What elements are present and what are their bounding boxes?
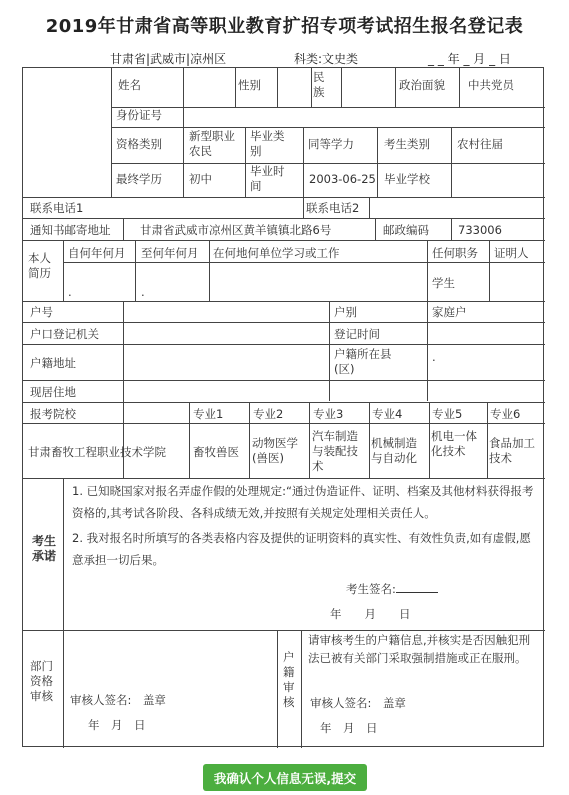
resume-where-label: 在何地何单位学习或工作 bbox=[213, 246, 340, 260]
date-blank-text: _ _ 年 _ 月 _ 日 bbox=[428, 52, 511, 66]
political-label: 政治面貌 bbox=[399, 78, 445, 92]
resume-from-label: 自何年何月 bbox=[68, 246, 126, 260]
name-label: 姓名 bbox=[118, 78, 141, 92]
grad-time-label: 毕业时间 bbox=[250, 164, 285, 193]
school-label: 毕业学校 bbox=[384, 172, 430, 186]
major-value-3: 汽车制造与装配技术 bbox=[312, 429, 358, 473]
resume-dot-1: . bbox=[68, 285, 72, 299]
gender-label: 性别 bbox=[238, 78, 261, 92]
pledge-text-1: 1. 已知晓国家对报名弄虚作假的处理规定:“通过伪造证件、证明、档案及其他材料获得报考资格的,其考试各阶段、各科成绩无效,并按照有关规定处理相关责任人。 bbox=[72, 484, 534, 520]
grad-time-value: 2003-06-25 bbox=[309, 172, 376, 186]
dept-review-date: 年 月 日 bbox=[88, 718, 146, 732]
resume-dot-2: . bbox=[141, 285, 145, 299]
hukou-review-text: 请审核考生的户籍信息,并核实是否因触犯刑法已被有关部门采取强制措施或正在服刑。 bbox=[308, 633, 531, 665]
addr-label: 户籍地址 bbox=[30, 356, 76, 370]
edu-value: 初中 bbox=[189, 172, 212, 186]
pledge-sign-area bbox=[346, 580, 438, 597]
examinee-type-value: 农村往届 bbox=[457, 137, 503, 151]
pledge-label: 考生承诺 bbox=[32, 534, 57, 563]
pledge-date: 年 月 日 bbox=[330, 607, 411, 621]
grad-type-value: 同等学力 bbox=[308, 137, 354, 151]
grad-type-label: 毕业类别 bbox=[250, 129, 285, 158]
edu-label: 最终学历 bbox=[116, 172, 162, 186]
dept-reviewer-label: 审核人签名: 盖章 bbox=[70, 693, 166, 707]
hukou-review-date: 年 月 日 bbox=[320, 721, 378, 735]
postcode-value: 733006 bbox=[458, 223, 502, 237]
qual-value: 新型职业农民 bbox=[189, 129, 235, 158]
major-value-5: 机电一体化技术 bbox=[431, 429, 477, 458]
dept-review-label: 部门资格审核 bbox=[30, 659, 53, 703]
examinee-type-label: 考生类别 bbox=[384, 137, 430, 151]
pledge-sign-line[interactable] bbox=[396, 580, 438, 593]
hukou-type-value: 家庭户 bbox=[432, 305, 467, 319]
resume-label: 本人简历 bbox=[28, 251, 51, 280]
phone1-label: 联系电话1 bbox=[30, 201, 84, 215]
address-label: 通知书邮寄地址 bbox=[30, 223, 111, 237]
submit-button[interactable]: 我确认个人信息无误,提交 bbox=[203, 764, 367, 791]
authority-label: 户口登记机关 bbox=[30, 327, 99, 341]
qual-label: 资格类别 bbox=[116, 137, 162, 151]
major-value-1: 畜牧兽医 bbox=[193, 445, 239, 459]
apply-school-value: 甘肃畜牧工程职业技术学院 bbox=[28, 445, 166, 459]
phone2-label: 联系电话2 bbox=[306, 201, 360, 215]
pledge-text-2: 2. 我对报名时所填写的各类表格内容及提供的证明资料的真实性、有效性负责,如有虚假,愿意承担一切后果。 bbox=[72, 531, 531, 567]
resume-position-label: 任何职务 bbox=[432, 246, 478, 260]
photo-area bbox=[23, 68, 110, 196]
political-value: 中共党员 bbox=[468, 78, 514, 92]
location-text: 甘肃省|武威市|凉州区 bbox=[110, 52, 227, 66]
form-title: 2019年甘肃省高等职业教育扩招专项考试招生报名登记表 bbox=[45, 16, 524, 37]
residence-label: 现居住地 bbox=[30, 385, 76, 399]
major-label-5: 专业5 bbox=[432, 407, 463, 421]
major-value-6: 食品加工技术 bbox=[489, 436, 535, 465]
major-label-6: 专业6 bbox=[490, 407, 521, 421]
pledge-sign-label: 考生签名: bbox=[346, 582, 396, 596]
resume-to-label: 至何年何月 bbox=[141, 246, 199, 260]
subject-text: 科类:文史类 bbox=[294, 52, 359, 66]
major-label-4: 专业4 bbox=[372, 407, 403, 421]
hukou-label: 户号 bbox=[30, 305, 53, 319]
apply-school-label: 报考院校 bbox=[30, 407, 76, 421]
major-value-2: 动物医学(兽医) bbox=[252, 436, 298, 465]
major-label-2: 专业2 bbox=[253, 407, 284, 421]
county-label: 户籍所在县(区) bbox=[334, 347, 392, 376]
address-value: 甘肃省武威市凉州区黄羊镇镇北路6号 bbox=[140, 223, 332, 237]
id-label: 身份证号 bbox=[116, 108, 162, 122]
major-label-1: 专业1 bbox=[193, 407, 224, 421]
resume-position-value: 学生 bbox=[432, 276, 455, 290]
hukou-type-label: 户别 bbox=[334, 305, 357, 319]
ethnicity-label: 民族 bbox=[313, 70, 325, 99]
resume-witness-label: 证明人 bbox=[494, 246, 529, 260]
postcode-label: 邮政编码 bbox=[383, 223, 429, 237]
household-dot: . bbox=[432, 350, 436, 364]
major-label-3: 专业3 bbox=[313, 407, 344, 421]
hukou-review-label: 户籍审核 bbox=[283, 650, 295, 709]
reg-time-label: 登记时间 bbox=[334, 327, 380, 341]
hukou-reviewer-label: 审核人签名: 盖章 bbox=[310, 696, 406, 710]
major-value-4: 机械制造与自动化 bbox=[371, 436, 417, 465]
